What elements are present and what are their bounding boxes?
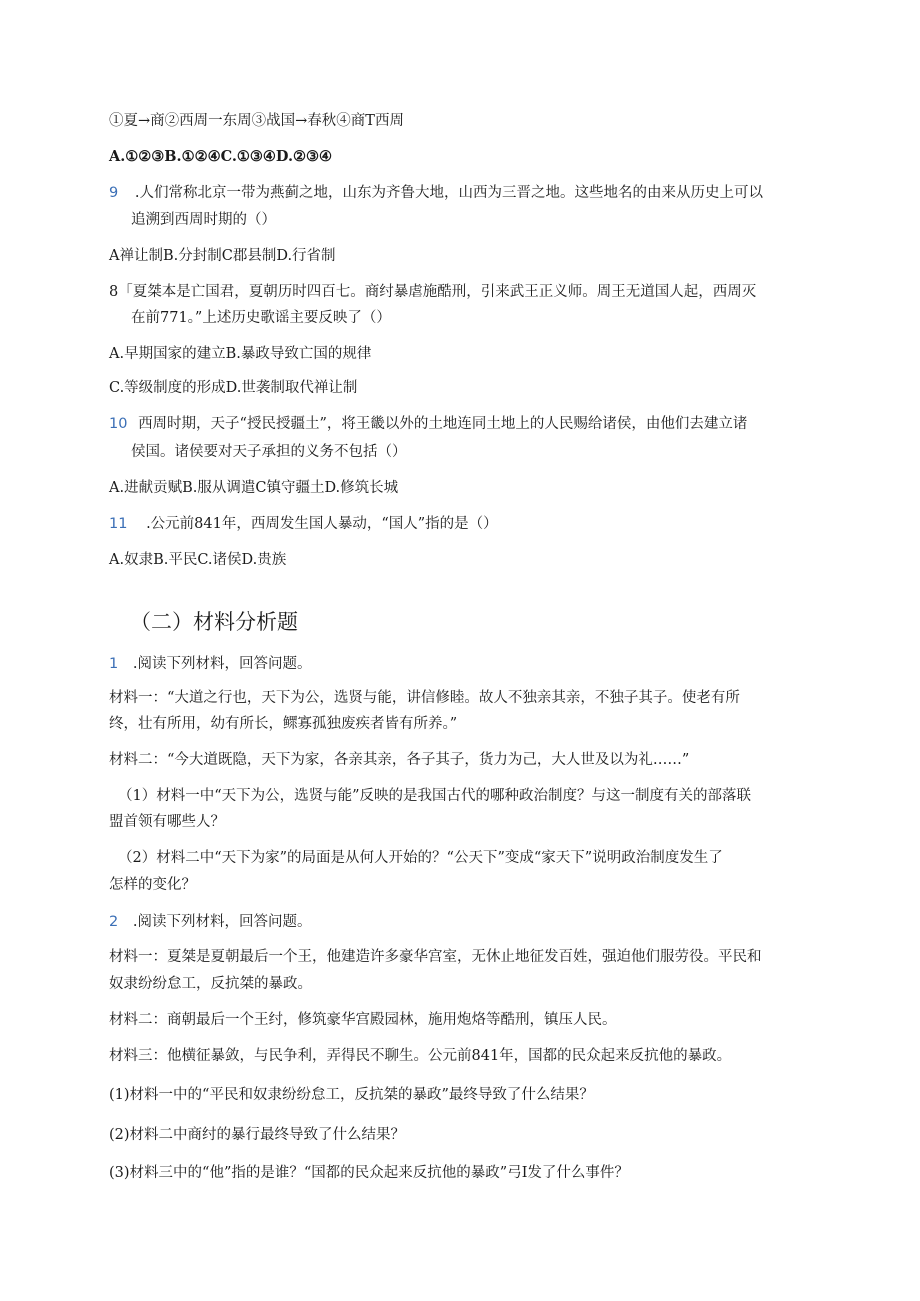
question-10-number: 10 — [109, 416, 128, 432]
question-11-line-1 — [109, 514, 498, 534]
material-2-1-line-1: 材料一：夏桀是夏朝最后一个王，他建造许多豪华宫室，无休止地征发百姓，强迫他们服劳役。平民和 — [109, 949, 762, 965]
question-10-line-2: 侯国。诸侯要对天子承担的义务不包括（） — [131, 444, 407, 460]
material-question-1-number: 1 — [109, 656, 119, 672]
material-1-2: 材料二：“今大道既隐，天下为家，各亲其亲，各子其子，货力为己，大人世及以为礼……” — [109, 752, 690, 768]
question-10-options: A.进献贡赋B.服从调遣C镇守疆土D.修筑长城 — [109, 480, 399, 496]
question-8-options-2: C.等级制度的形成D.世袭制取代禅让制 — [109, 380, 358, 396]
question-10-text: 西周时期，天子“授民授疆土”，将王畿以外的土地连同土地上的人民赐给诸侯，由他们去建立诸 — [138, 416, 748, 432]
question-11-number: 11 — [109, 516, 128, 532]
material-2-3: 材料三：他横征暴敛，与民争利，弄得民不聊生。公元前841年，国都的民众起来反抗他的暴政。 — [109, 1048, 732, 1064]
question-9-text: .人们常称北京一带为燕蓟之地，山东为齐鲁大地，山西为三晋之地。这些地名的由来从历史上可以 — [134, 185, 763, 201]
question-11-options: A.奴隶B.平民C.诸侯D.贵族 — [109, 552, 287, 568]
material-2-2: 材料二：商朝最后一个王纣，修筑豪华宫殿园林，施用炮烙等酷刑，镇压人民。 — [109, 1012, 617, 1028]
material-question-1-sub-1-line-1: （1）材料一中“天下为公，选贤与能”反映的是我国古代的哪种政治制度？与这一制度有关的部落联 — [118, 788, 752, 804]
material-question-1-sub-2-line-2: 怎样的变化？ — [109, 877, 196, 893]
prev-question-options: A.①②③B.①②④C.①③④D.②③④ — [109, 148, 333, 165]
material-question-2-intro — [109, 912, 311, 932]
question-9-number: 9 — [109, 185, 119, 201]
question-8-line-1: 8「夏桀本是亡国君，夏朝历时四百七。商纣暴虐施酷刑，引来武王正义师。周王无道国人起，西周灭 — [109, 284, 757, 300]
prev-question-stem: ①夏→商②西周一东周③战国→春秋④商T西周 — [109, 113, 404, 129]
material-1-1-line-2: 终，壮有所用，幼有所长，鳏寡孤独废疾者皆有所养。” — [109, 716, 458, 732]
question-10-line-1 — [109, 414, 747, 434]
material-question-1-sub-1-line-2: 盟首领有哪些人？ — [109, 814, 225, 830]
question-9-options: A禅让制B.分封制C郡县制D.行省制 — [109, 248, 336, 264]
material-2-1-line-2: 奴隶纷纷怠工，反抗桀的暴政。 — [109, 976, 312, 992]
material-question-1-intro — [109, 654, 311, 674]
question-8-line-2: 在前771。”上述历史歌谣主要反映了（） — [131, 310, 391, 326]
material-question-1-intro-text: .阅读下列材料，回答问题。 — [132, 656, 312, 672]
question-9-line-2: 追溯到西周时期的（） — [131, 212, 276, 228]
material-question-2-sub-2: (2)材料二中商纣的暴行最终导致了什么结果？ — [109, 1127, 406, 1143]
material-question-2-number: 2 — [109, 914, 119, 930]
question-8-options-1: A.早期国家的建立B.暴政导致亡国的规律 — [109, 346, 372, 362]
material-question-2-intro-text: .阅读下列材料，回答问题。 — [132, 914, 312, 930]
question-9-line-1 — [109, 183, 763, 203]
question-11-text: .公元前841年，西周发生国人暴动，“国人”指的是（） — [146, 516, 498, 532]
material-question-2-sub-1: (1)材料一中的“平民和奴隶纷纷怠工，反抗桀的暴政”最终导致了什么结果？ — [109, 1087, 594, 1103]
material-1-1-line-1: 材料一：“大道之行也，天下为公，选贤与能，讲信修睦。故人不独亲其亲，不独子其子。使老有所 — [109, 690, 740, 706]
section-title: （二）材料分析题 — [130, 610, 298, 634]
material-question-2-sub-3: (3)材料三中的“他”指的是谁？“国都的民众起来反抗他的暴政”弓I发了什么事件？ — [109, 1165, 629, 1181]
material-question-1-sub-2-line-1: （2）材料二中“天下为家”的局面是从何人开始的？“公天下”变成“家天下”说明政治制度发生了 — [118, 850, 723, 866]
